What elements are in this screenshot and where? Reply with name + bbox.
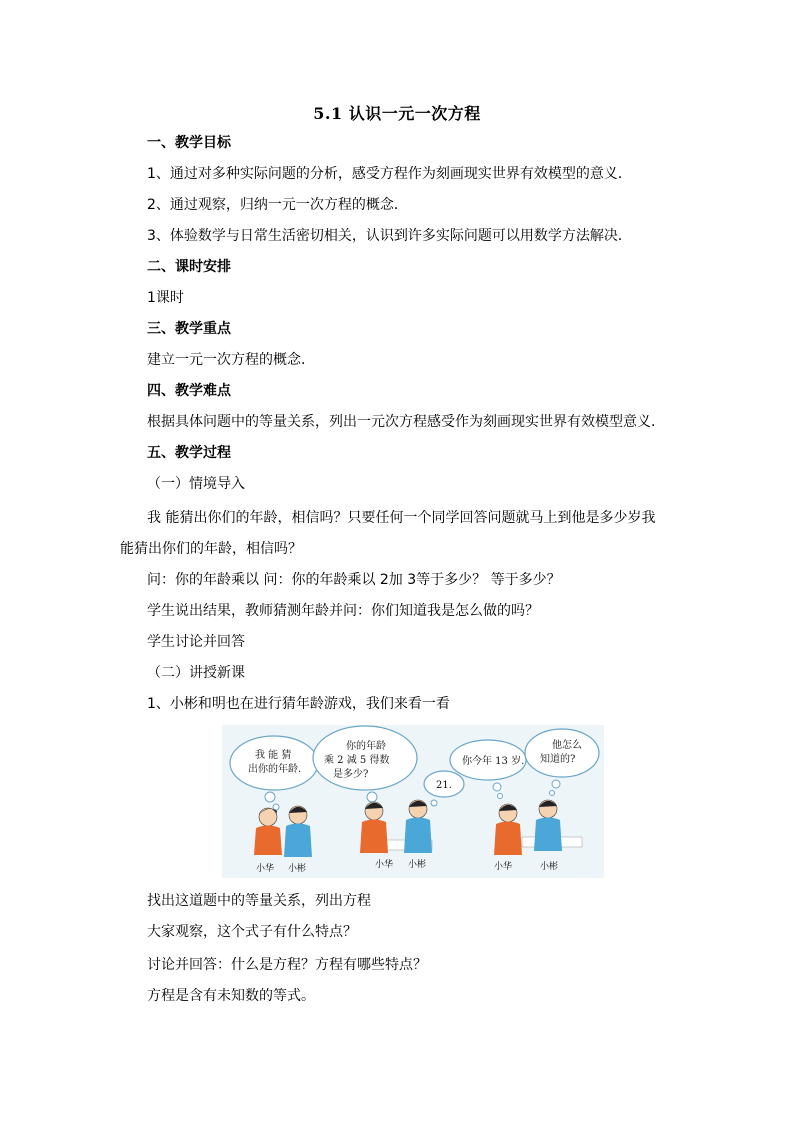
scene-1-figures bbox=[254, 806, 312, 874]
thought-bubble-5 bbox=[525, 729, 599, 796]
bubble-1-line-1: 我 能 猜 bbox=[255, 750, 292, 761]
student-answer-text: 学生说出结果，教师猜测年龄并问：你们知道我是怎么做的吗？ bbox=[147, 603, 539, 619]
bubble-1-line-2: 出你的年龄. bbox=[248, 764, 302, 775]
bubble-2-line-2: 乘 2 减 5 得数 bbox=[324, 755, 390, 766]
scene-2-name-2: 小彬 bbox=[408, 860, 427, 870]
thought-bubble-2 bbox=[313, 726, 417, 810]
game-intro-text: 1、小彬和明也在进行猜年龄游戏，我们来看一看 bbox=[147, 696, 450, 712]
objective-2: 2、通过观察，归纳一元一次方程的概念． bbox=[147, 197, 408, 213]
question-text: 问：你的年龄乘以 问：你的年龄乘以 2加 3等于多少？ 等于多少？ bbox=[147, 572, 561, 588]
bubble-2-line-3: 是多少? bbox=[333, 769, 369, 780]
difficulties-text: 根据具体问题中的等量关系，列出一元次方程感受作为刻画现实世界有效模型意义． bbox=[147, 414, 665, 430]
schedule-text: 1课时 bbox=[147, 290, 184, 306]
scene-3-figures bbox=[494, 800, 582, 872]
section-heading-key-points: 三、教学重点 bbox=[147, 321, 231, 337]
subsection-new-lesson: （二）讲授新课 bbox=[147, 665, 245, 681]
discuss-question-text: 讨论并回答：什么是方程？方程有哪些特点？ bbox=[147, 957, 427, 973]
scene-2-figures bbox=[360, 800, 432, 870]
objective-3: 3、体验数学与日常生活密切相关，认识到许多实际问题可以用数学方法解决． bbox=[147, 228, 632, 244]
scene-3-name-1: 小华 bbox=[494, 862, 513, 872]
scene-2-name-1: 小华 bbox=[375, 860, 394, 870]
section-heading-objectives: 一、教学目标 bbox=[147, 135, 231, 151]
intro-paragraph-line-1: 我 能猜出你们的年龄，相信吗？只要任何一个同学回答问题就马上到他是多少岁我 bbox=[147, 510, 656, 526]
document-title: 5.1 认识一元一次方程 bbox=[313, 104, 481, 123]
find-equation-text: 找出这道题中的等量关系，列出方程 bbox=[147, 893, 371, 909]
discussion-text: 学生讨论并回答 bbox=[147, 634, 245, 650]
bubble-3-line-1: 21. bbox=[436, 780, 452, 791]
intro-paragraph-line-2: 能猜出你们的年龄，相信吗？ bbox=[120, 541, 302, 557]
bubble-2-line-1: 你的年龄 bbox=[346, 741, 386, 752]
observe-text: 大家观察，这个式子有什么特点？ bbox=[147, 924, 357, 940]
subsection-intro: （一）情境导入 bbox=[147, 476, 245, 492]
definition-text: 方程是含有未知数的等式。 bbox=[147, 988, 315, 1004]
bubble-5-line-2: 知道的? bbox=[540, 754, 576, 765]
thought-bubble-3 bbox=[424, 771, 464, 806]
section-heading-schedule: 二、课时安排 bbox=[147, 259, 231, 275]
thought-bubble-1 bbox=[230, 736, 318, 810]
section-heading-difficulties: 四、教学难点 bbox=[147, 383, 231, 399]
section-heading-process: 五、教学过程 bbox=[147, 445, 231, 461]
bubble-5-line-1: 他怎么 bbox=[552, 740, 582, 751]
scene-3-name-2: 小彬 bbox=[540, 862, 559, 872]
key-points-text: 建立一元一次方程的概念． bbox=[147, 352, 315, 368]
bubble-4-line-1: 你今年 13 岁. bbox=[462, 756, 525, 767]
scene-1-name-1: 小华 bbox=[256, 864, 275, 874]
objective-1: 1、通过对多种实际问题的分析，感受方程作为刻画现实世界有效模型的意义． bbox=[147, 166, 632, 182]
age-guessing-illustration bbox=[222, 725, 604, 878]
scene-1-name-2: 小彬 bbox=[288, 864, 307, 874]
